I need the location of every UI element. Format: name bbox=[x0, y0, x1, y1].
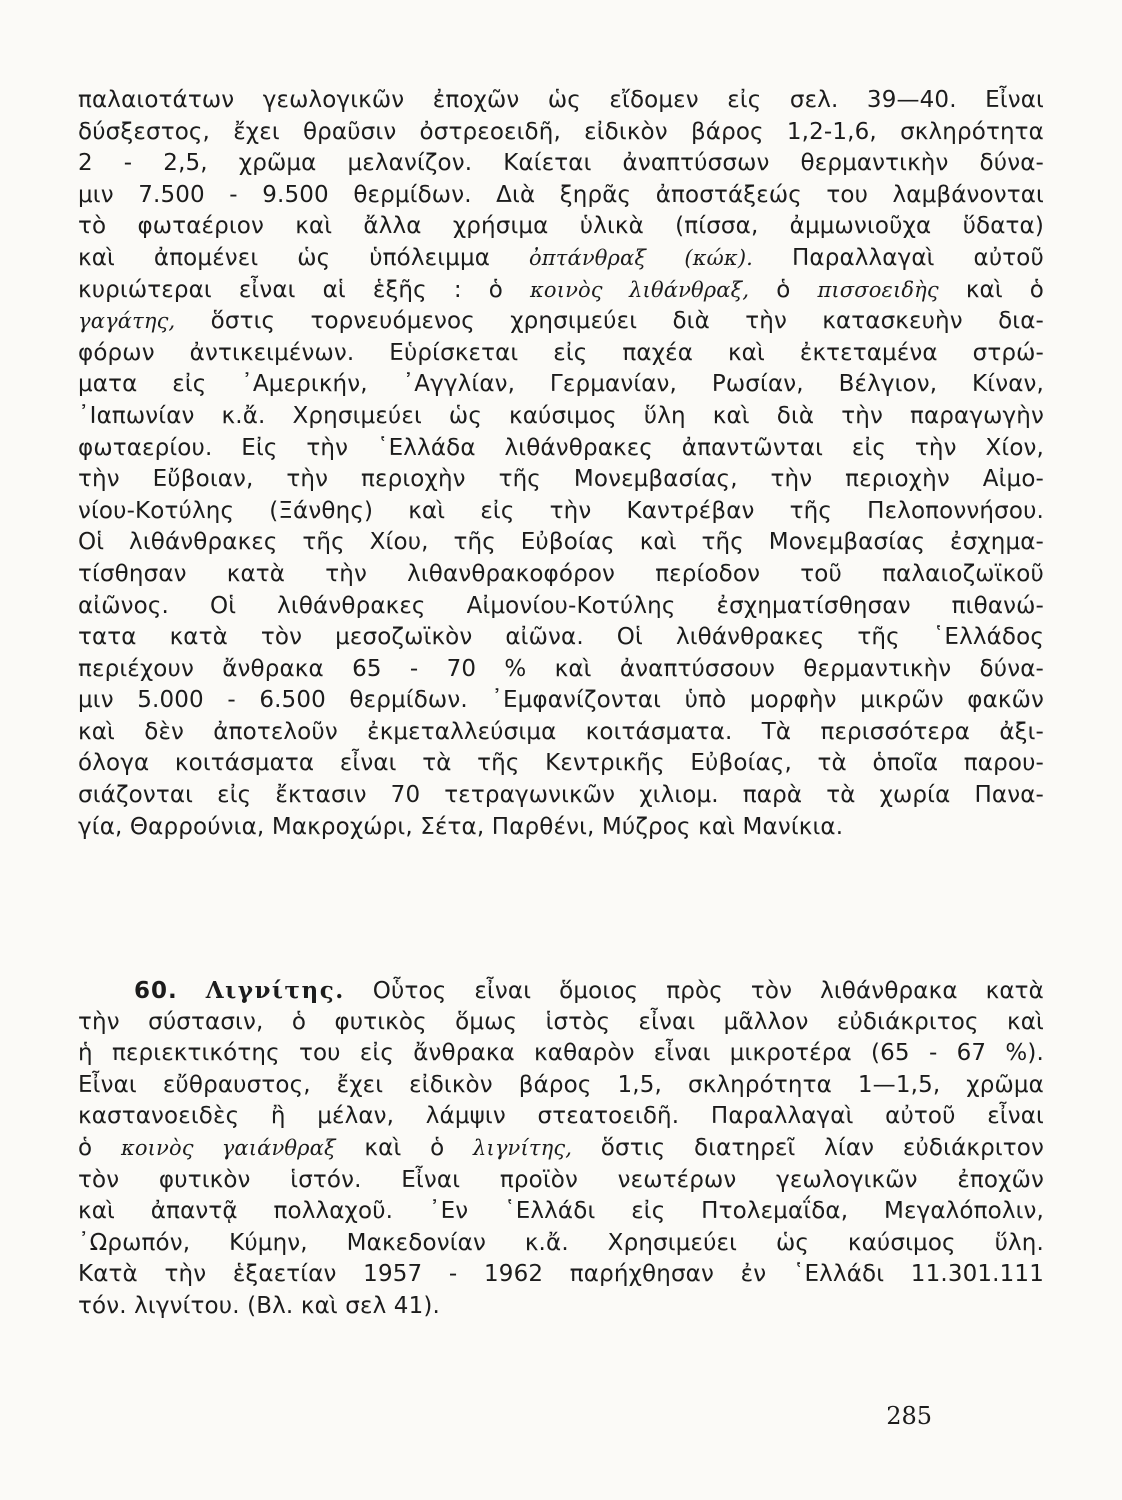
text-line: καὶ δὲν ἀποτελοῦν ἐκμεταλλεύσιμα κοιτάσματα. Τὰ περισσότερα ἀξι- bbox=[78, 718, 1044, 745]
text-line: περιέχουν ἄνθρακα 65 - 70 % καὶ ἀναπτύσσουν θερμαντικὴν δύνα- bbox=[78, 655, 1044, 682]
text-line bbox=[78, 1133, 1044, 1165]
text-line bbox=[78, 275, 1044, 307]
text-line: Οἱ λιθάνθρακες τῆς Χίου, τῆς Εὐβοίας καὶ τῆς Μονεμβασίας ἐσχημα- bbox=[78, 529, 1044, 556]
text-line: αἰῶνος. Οἱ λιθάνθρακες Αἰμονίου-Κοτύλης ἐσχηματίσθησαν πιθανώ- bbox=[78, 592, 1044, 619]
text-line: τόν. λιγνίτου. (Βλ. καὶ σελ 41). bbox=[78, 1292, 440, 1319]
text-line: τατα κατὰ τὸν μεσοζωϊκὸν αἰῶνα. Οἱ λιθάνθρακες τῆς ῾Ελλάδος bbox=[78, 624, 1044, 651]
text-line: καὶ ἀπαντᾷ πολλαχοῦ. ᾿Εν ῾Ελλάδι εἰς Πτολεμαΐδα, Μεγαλόπολιν, bbox=[78, 1198, 1044, 1225]
text-line: Εἶναι εὔθραυστος, ἔχει εἰδικὸν βάρος 1,5, σκληρότητα 1—1,5, χρῶμα bbox=[78, 1071, 1044, 1098]
text-run: Οὗτος εἶναι ὅμοιος πρὸς τὸν λιθάνθρακα κατὰ bbox=[372, 978, 1044, 1004]
text-line: όλογα κοιτάσματα εἶναι τὰ τῆς Κεντρικῆς Εὐβοίας, τὰ ὁποῖα παρου- bbox=[78, 750, 1044, 777]
text-line: τὸν φυτικὸν ἱστόν. Εἶναι προϊὸν νεωτέρων γεωλογικῶν ἐποχῶν bbox=[78, 1166, 1044, 1193]
text-run: καὶ ὁ bbox=[965, 276, 1045, 303]
text-line: σιάζονται εἰς ἔκτασιν 70 τετραγωνικῶν χιλιομ. παρὰ τὰ χωρία Πανα- bbox=[78, 782, 1044, 809]
text-line: φωταερίου. Εἰς τὴν ῾Ελλάδα λιθάνθρακες ἀπαντῶνται εἰς τὴν Χίον, bbox=[78, 434, 1044, 461]
text-line: Κατὰ τὴν ἑξαετίαν 1957 - 1962 παρήχθησαν ἐν ῾Ελλάδι 11.301.111 bbox=[78, 1261, 1044, 1288]
section-title: Λιγνίτης. bbox=[205, 977, 345, 1004]
text-line: φόρων ἀντικειμένων. Εὑρίσκεται εἰς παχέα καὶ ἐκτεταμένα στρώ- bbox=[78, 339, 1044, 366]
text-line: γία, Θαρρούνια, Μακροχώρι, Σέτα, Παρθένι, Μύζρος καὶ Μανίκια. bbox=[78, 813, 844, 840]
section-lignite bbox=[78, 975, 1044, 1323]
text-run: καὶ ὁ bbox=[364, 1134, 445, 1161]
italic-term-jet: γαγάτης, bbox=[78, 309, 176, 334]
italic-term-common-coal: κοινὸς λιθάνθραξ, bbox=[530, 277, 750, 302]
text-line: 2 - 2,5, χρῶμα μελανίζον. Καίεται ἀναπτύσσων θερμαντικὴν δύνα- bbox=[78, 150, 1044, 177]
italic-term-lignite: λιγνίτης, bbox=[473, 1135, 573, 1160]
italic-term-coke: ὀπτάνθραξ (κώκ). bbox=[528, 245, 754, 270]
text-run: ὁ bbox=[78, 1134, 93, 1161]
text-line bbox=[78, 306, 1044, 338]
text-line: ἡ περιεκτικότης του εἰς ἄνθρακα καθαρὸν εἶναι μικροτέρα (65 - 67 %). bbox=[78, 1040, 1044, 1067]
text-run: ὁ bbox=[776, 276, 791, 303]
text-line: μιν 7.500 - 9.500 θερμίδων. Διὰ ξηρᾶς ἀποστάξεώς του λαμβάνονται bbox=[78, 181, 1044, 208]
text-line: ματα εἰς ᾿Αμερικήν, ᾿Αγγλίαν, Γερμανίαν, Ρωσίαν, Βέλγιον, Κίναν, bbox=[78, 371, 1044, 398]
text-line: ᾿Ιαπωνίαν κ.ἄ. Χρησιμεύει ὡς καύσιμος ὕλη καὶ διὰ τὴν παραγωγὴν bbox=[78, 402, 1044, 429]
page-number: 285 bbox=[886, 1402, 932, 1430]
italic-term-pitch-coal: πισσοειδὴς bbox=[817, 277, 939, 302]
text-line bbox=[78, 243, 1044, 275]
text-line: νίου-Κοτύλης (Ξάνθης) καὶ εἰς τὴν Καντρέβαν τῆς Πελοποννήσου. bbox=[78, 497, 1044, 524]
text-line: δύσξεστος, ἔχει θραῦσιν ὀστρεοειδῆ, εἰδικὸν βάρος 1,2-1,6, σκληρότητα bbox=[78, 118, 1044, 145]
text-line: τὴν σύστασιν, ὁ φυτικὸς ὅμως ἱστὸς εἶναι μᾶλλον εὐδιάκριτος καὶ bbox=[78, 1008, 1044, 1035]
text-line: τὸ φωταέριον καὶ ἄλλα χρήσιμα ὑλικὰ (πίσσα, ἀμμωνιοῦχα ὕδατα) bbox=[78, 213, 1044, 240]
text-line: τίσθησαν κατὰ τὴν λιθανθρακοφόρον περίοδον τοῦ παλαιοζωϊκοῦ bbox=[78, 560, 1044, 587]
text-run: κυριώτεραι εἶναι αἱ ἑξῆς : ὁ bbox=[78, 276, 503, 303]
text-line: παλαιοτάτων γεωλογικῶν ἐποχῶν ὡς εἴδομεν εἰς σελ. 39—40. Εἶναι bbox=[78, 87, 1044, 113]
text-line: μιν 5.000 - 6.500 θερμίδων. ᾿Εμφανίζονται ὑπὸ μορφὴν μικρῶν φακῶν bbox=[78, 687, 1044, 714]
section-heading-line bbox=[78, 975, 1044, 1007]
text-run: ὅστις διατηρεῖ λίαν εὐδιάκριτον bbox=[600, 1134, 1044, 1161]
text-line: ᾿Ωρωπόν, Κύμην, Μακεδονίαν κ.ἄ. Χρησιμεύει ὡς καύσιμος ὕλη. bbox=[78, 1229, 1044, 1256]
paragraph-coal bbox=[78, 85, 1044, 843]
section-number: 60. bbox=[134, 978, 178, 1004]
text-run: Παραλλαγαὶ αὐτοῦ bbox=[791, 244, 1044, 271]
italic-term-common-earth-coal: κοινὸς γαιάνθραξ bbox=[120, 1135, 336, 1160]
text-run: ὅστις τορνευόμενος χρησιμεύει διὰ τὴν κατασκευὴν δια- bbox=[210, 308, 1044, 335]
text-line: καστανοειδὲς ἢ μέλαν, λάμψιν στεατοειδῆ. Παραλλαγαὶ αὐτοῦ εἶναι bbox=[78, 1103, 1044, 1130]
text-line: τὴν Εὔβοιαν, τὴν περιοχὴν τῆς Μονεμβασίας, τὴν περιοχὴν Αἰμο- bbox=[78, 466, 1044, 493]
text-run: καὶ ἀπομένει ὡς ὑπόλειμμα bbox=[78, 244, 491, 271]
